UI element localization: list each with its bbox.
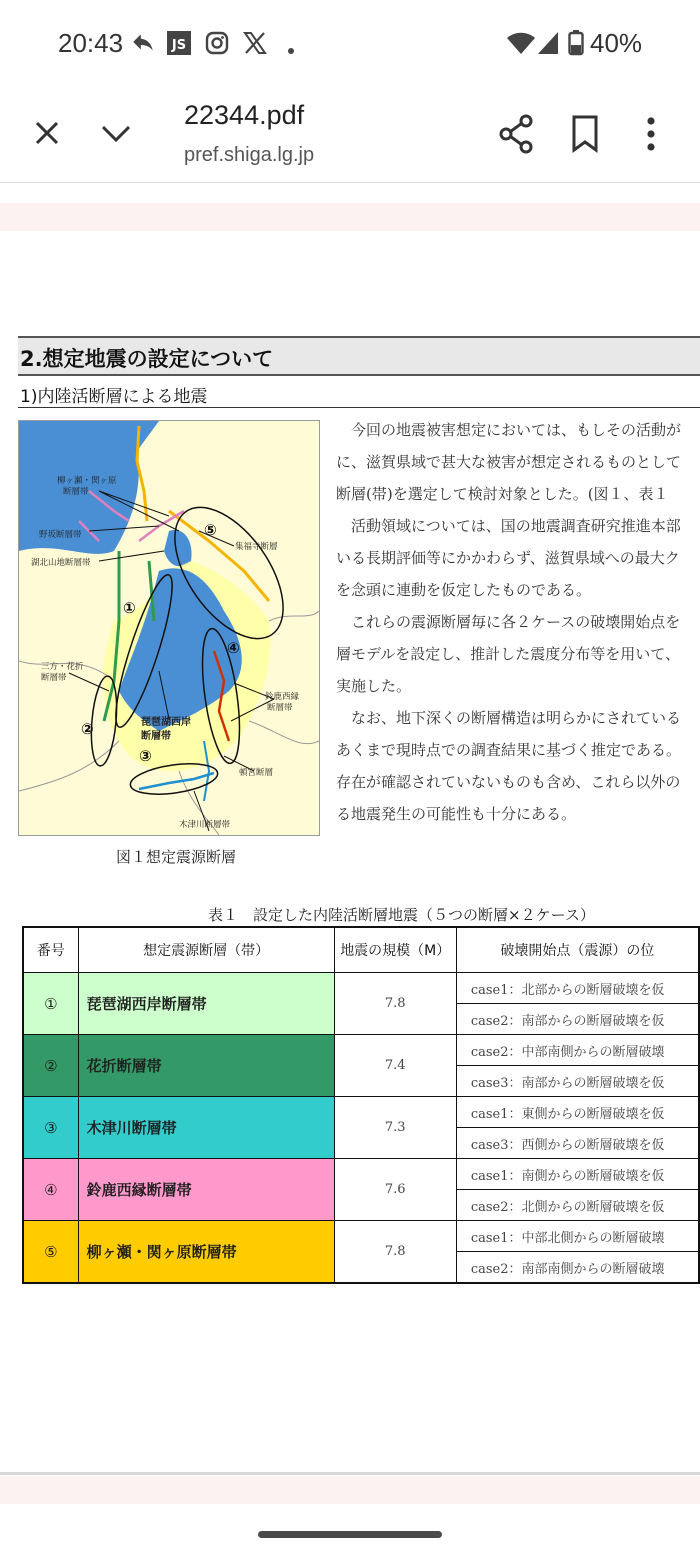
map-label-kohoku: 湖北山地断層帯 (31, 558, 91, 568)
cellular-signal-icon (536, 30, 560, 60)
map-marker-1: ① (123, 599, 136, 617)
pdf-page (0, 232, 700, 1472)
body-line: なお、地下深くの断層構造は明らかにされている (336, 709, 682, 727)
reply-arrow-icon (130, 30, 156, 60)
map-label-suzuka-2: 断層帯 (267, 703, 293, 713)
more-notifications-dot-icon (287, 40, 295, 59)
section-heading: 2.想定地震の設定について (18, 336, 700, 376)
page-edge (0, 1472, 700, 1475)
map-marker-2: ② (81, 720, 94, 738)
map-label-biwako: 琵琶湖西岸 (141, 717, 191, 728)
row-case: case2：北側からの断層破壊を仮 (456, 1190, 699, 1221)
body-line: る地震発生の可能性も十分にある。 (336, 805, 577, 823)
header-epicenter: 破壊開始点（震源）の位 (456, 927, 699, 973)
map-marker-5: ⑤ (204, 521, 217, 539)
row-fault-name: 柳ヶ瀬・関ヶ原断層帯 (78, 1221, 334, 1284)
row-case: case3：西側からの断層破壊を仮 (456, 1128, 699, 1159)
row-number: ① (23, 973, 78, 1035)
bookmark-icon[interactable] (570, 114, 600, 158)
row-magnitude: 7.6 (334, 1159, 456, 1221)
wifi-icon (506, 30, 536, 60)
map-label-suzuka: 鈴鹿西縁 (265, 692, 300, 702)
row-case: case1：北部からの断層破壊を仮 (456, 973, 699, 1004)
row-number: ③ (23, 1097, 78, 1159)
fault-map-graphic (19, 421, 319, 835)
body-line: に、滋賀県域で甚大な被害が想定されるものとして (336, 453, 682, 471)
row-magnitude: 7.4 (334, 1035, 456, 1097)
header-fault: 想定震源断層（帯） (78, 927, 334, 973)
map-marker-3: ③ (139, 747, 152, 765)
body-paragraph (336, 414, 700, 830)
table-row (23, 1221, 699, 1252)
row-fault-name: 花折断層帯 (78, 1035, 334, 1097)
row-case: case1：中部北側からの断層破壊 (456, 1221, 699, 1252)
row-fault-name: 琵琶湖西岸断層帯 (78, 973, 334, 1035)
body-line: 断層(帯)を選定して検討対象とした。(図１、表１ (336, 485, 669, 503)
row-case: case2：中部南側からの断層破壊 (456, 1035, 699, 1066)
document-title: 22344.pdf (184, 100, 305, 130)
figure-caption: 図１想定震源断層 (116, 848, 237, 866)
body-line: いる長期評価等にかかわらず、滋賀県域への最大ク (336, 549, 680, 567)
table-row (23, 973, 699, 1004)
row-magnitude: 7.8 (334, 973, 456, 1035)
instagram-icon (204, 30, 230, 60)
map-label-shufukuji: 集福寺断層 (235, 542, 278, 552)
body-line: 存在が確認されていないものも含め、これら以外の (336, 773, 681, 791)
close-icon[interactable] (32, 118, 62, 152)
table-header-row (23, 927, 699, 973)
chevron-down-icon[interactable] (100, 120, 132, 150)
row-case: case3：南部からの断層破壊を仮 (456, 1066, 699, 1097)
row-magnitude: 7.3 (334, 1097, 456, 1159)
table-row (23, 1035, 699, 1066)
map-label-yanagase-2: 断層帯 (63, 487, 89, 497)
page-gap (0, 203, 700, 231)
map-label-mikata-2: 断層帯 (41, 673, 67, 683)
map-label-biwako-2: 断層帯 (141, 731, 171, 742)
battery-icon (568, 30, 584, 60)
row-fault-name: 鈴鹿西縁断層帯 (78, 1159, 334, 1221)
svg-text:JS: JS (171, 38, 187, 53)
more-vert-icon[interactable] (644, 116, 658, 156)
map-label-tongu: 頓宮断層 (239, 768, 274, 778)
page-gap (0, 1476, 700, 1504)
x-app-icon (242, 30, 268, 60)
table-row (23, 1097, 699, 1128)
map-label-nosaka: 野坂断層帯 (39, 530, 82, 540)
body-line: これらの震源断層毎に各２ケースの破壊開始点を (336, 613, 681, 631)
row-case: case1：東側からの断層破壊を仮 (456, 1097, 699, 1128)
body-line: 活動領域については、国の地震調査研究推進本部 (336, 517, 681, 535)
row-number: ⑤ (23, 1221, 78, 1284)
header-number: 番号 (23, 927, 78, 973)
header-magnitude: 地震の規模（M） (334, 927, 456, 973)
row-case: case1：南側からの断層破壊を仮 (456, 1159, 699, 1190)
fault-map-figure (18, 420, 320, 836)
row-number: ④ (23, 1159, 78, 1221)
body-line: 今回の地震被害想定においては、もしその活動が (336, 421, 682, 439)
document-source: pref.shiga.lg.jp (184, 144, 315, 166)
row-fault-name: 木津川断層帯 (78, 1097, 334, 1159)
body-line: を念頭に連動を仮定したものである。 (336, 581, 592, 599)
row-case: case2：南部からの断層破壊を仮 (456, 1004, 699, 1035)
row-number: ② (23, 1035, 78, 1097)
status-bar (0, 0, 700, 88)
gesture-nav-handle[interactable] (258, 1531, 442, 1538)
body-line: あくまで現時点での調査結果に基づく推定である。 (336, 741, 682, 759)
map-label-kizugawa: 木津川断層帯 (179, 820, 231, 830)
row-magnitude: 7.8 (334, 1221, 456, 1284)
subsection-heading: 1)内陸活断層による地震 (20, 387, 208, 407)
body-line: 層モデルを設定し、推計した震度分布等を用いて、 (336, 645, 680, 663)
map-label-mikata: 三方・花折 (41, 662, 84, 672)
subsection-rule (18, 407, 700, 408)
map-label-yanagase: 柳ヶ瀬・関ヶ原 (57, 476, 117, 486)
news-app-icon (166, 30, 192, 60)
battery-percent: 40% (590, 28, 643, 58)
row-case: case2：南部南側からの断層破壊 (456, 1252, 699, 1284)
fault-table (22, 926, 700, 1284)
share-icon[interactable] (498, 114, 534, 158)
map-marker-4: ④ (227, 639, 240, 657)
table-row (23, 1159, 699, 1190)
status-time: 20:43 (58, 28, 124, 58)
body-line: 実施した。 (336, 677, 412, 695)
table-caption: 表１ 設定した内陸活断層地震（５つの断層×２ケース） (208, 906, 595, 924)
